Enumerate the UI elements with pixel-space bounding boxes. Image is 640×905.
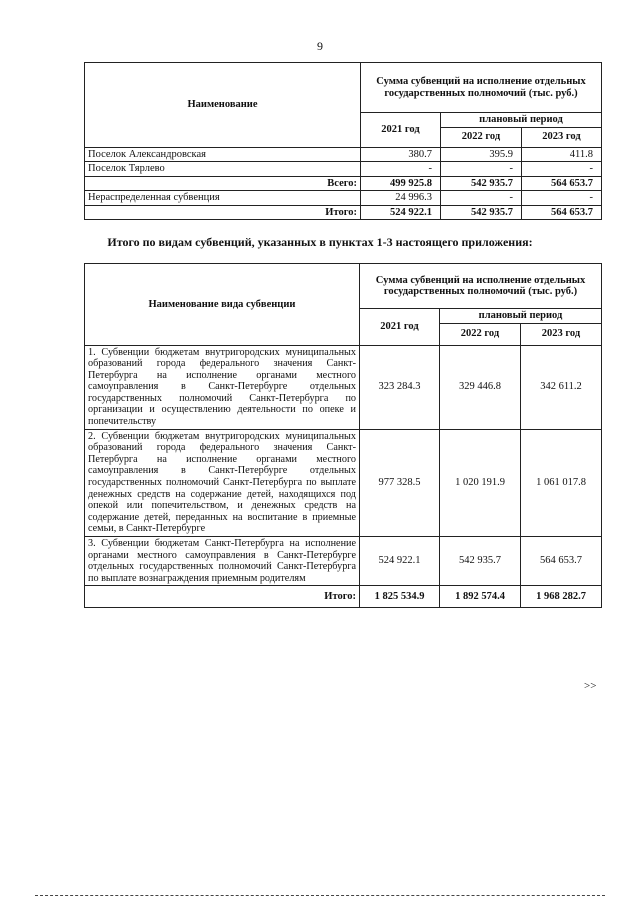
total-2021: 499 925.8 <box>361 176 441 191</box>
section-heading: Итого по видам субвенций, указанных в пунктах 1-3 настоящего приложения: <box>107 235 533 249</box>
value-2021: 524 922.1 <box>360 537 440 586</box>
value-2022: 329 446.8 <box>440 345 521 429</box>
row-name: 2. Субвенции бюджетам внутригородских муниципальных образований города федерального значения Санкт-Петербурга на исполнение органами местного самоуправления в Санкт-Петербурге отдельных государственных полномочий Санкт-Петербурга по выплате денежных средств на содержание детей, находящихся под опекой или попечительством, и денежных средств на содержание детей, переданных на воспитание в приемные семьи, в Санкт-Петербурге <box>85 429 360 536</box>
value-2021: 323 284.3 <box>360 345 440 429</box>
header-year-2022: 2022 год <box>441 127 522 147</box>
value-2022: 542 935.7 <box>440 537 521 586</box>
header-year-2021: 2021 год <box>361 113 441 148</box>
header-sum: Сумма субвенций на исполнение отдельных государственных полномочий (тыс. руб.) <box>361 63 602 113</box>
subvention-table-by-type <box>84 263 602 608</box>
grand-total-2021: 1 825 534.9 <box>360 586 440 608</box>
grand-total-2023: 1 968 282.7 <box>521 586 602 608</box>
header-year-2023: 2023 год <box>521 323 602 345</box>
grand-total-row <box>85 586 602 608</box>
grand-total-label: Итого: <box>85 205 361 220</box>
total-row <box>85 176 602 191</box>
value-2023: 1 061 017.8 <box>521 429 602 536</box>
continuation-mark: >> <box>584 680 597 692</box>
value-2023: - <box>522 191 602 206</box>
value-2023: 564 653.7 <box>521 537 602 586</box>
value-2022: - <box>441 191 522 206</box>
grand-total-label: Итого: <box>85 586 360 608</box>
total-label: Всего: <box>85 176 361 191</box>
total-2022: 542 935.7 <box>441 176 522 191</box>
subvention-table-by-settlement <box>84 62 602 220</box>
grand-total-2022: 1 892 574.4 <box>440 586 521 608</box>
value-2023: 411.8 <box>522 147 602 162</box>
value-2023: 342 611.2 <box>521 345 602 429</box>
value-2021: 24 996.3 <box>361 191 441 206</box>
value-2022: 395.9 <box>441 147 522 162</box>
header-planned-period: плановый период <box>441 113 602 128</box>
page-bottom-divider <box>35 895 605 896</box>
grand-total-2023: 564 653.7 <box>522 205 602 220</box>
header-sum: Сумма субвенций на исполнение отдельных государственных полномочий (тыс. руб.) <box>360 264 602 309</box>
value-2022: 1 020 191.9 <box>440 429 521 536</box>
header-name: Наименование вида субвенции <box>85 264 360 346</box>
value-2023: - <box>522 162 602 177</box>
page-number: 9 <box>317 39 323 53</box>
value-2021: - <box>361 162 441 177</box>
header-planned-period: плановый период <box>440 309 602 324</box>
table-row <box>85 537 602 586</box>
header-name: Наименование <box>85 63 361 148</box>
table-row <box>85 345 602 429</box>
header-year-2021: 2021 год <box>360 309 440 346</box>
row-name: Поселок Александровская <box>85 147 361 162</box>
table-row <box>85 147 602 162</box>
grand-total-row <box>85 205 602 220</box>
row-name: Нераспределенная субвенция <box>85 191 361 206</box>
grand-total-2022: 542 935.7 <box>441 205 522 220</box>
total-2023: 564 653.7 <box>522 176 602 191</box>
grand-total-2021: 524 922.1 <box>361 205 441 220</box>
row-name: 1. Субвенции бюджетам внутригородских муниципальных образований города федерального значения Санкт-Петербурга на исполнение органами местного самоуправления в Санкт-Петербурге отдельных государственных полномочий Санкт-Петербурга по организации и осуществлению деятельности по опеке и попечительству <box>85 345 360 429</box>
unallocated-row <box>85 191 602 206</box>
value-2022: - <box>441 162 522 177</box>
table-row <box>85 162 602 177</box>
header-year-2022: 2022 год <box>440 323 521 345</box>
value-2021: 977 328.5 <box>360 429 440 536</box>
row-name: Поселок Тярлево <box>85 162 361 177</box>
row-name: 3. Субвенции бюджетам Санкт-Петербурга на исполнение органами местного самоуправления в Санкт-Петербурге отдельных государственных полномочий Санкт-Петербурга по выплате вознаграждения приемным родителям <box>85 537 360 586</box>
table-row <box>85 429 602 536</box>
header-year-2023: 2023 год <box>522 127 602 147</box>
value-2021: 380.7 <box>361 147 441 162</box>
